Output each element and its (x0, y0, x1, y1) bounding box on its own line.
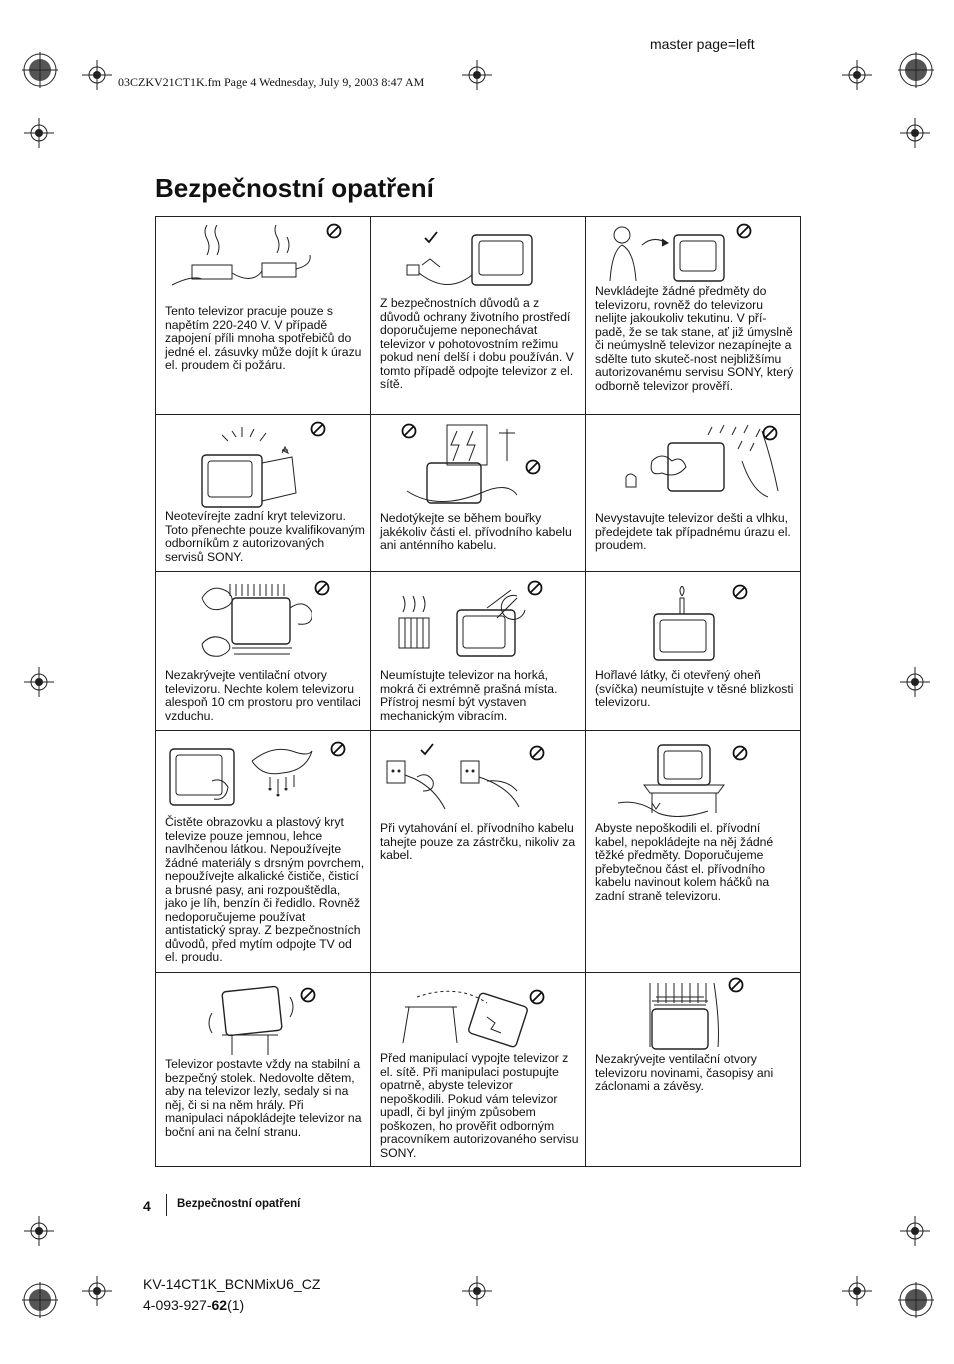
safety-text: Čistěte obrazovku a plastový kryt televize pouze jemnou, lehce navlhčenou látkou. Nepoužívejte žádné materiály s drsným povrchem, nepoužívejte alkalické čističe, čisticí a brusné pasy, ani rozpouštědla, jako je líh, benzín či ředidlo. Rovněž nedoporučujeme používat antistatický spray. Z bezpečnostních důvodů, před mytím odpojte TV od el. proudu. (165, 815, 365, 964)
objects-into-tv-illustration (592, 221, 794, 287)
safety-text: Neotevírejte zadní kryt televizoru. Toto přenechte pouze kvalifikovaným odborníkům z autorizovaných servisů SONY. (165, 509, 365, 564)
registration-mark-icon (20, 50, 60, 90)
checkmark-icon (423, 229, 439, 245)
page-title: Bezpečnostní opatření (155, 173, 434, 203)
checkmark-icon (419, 741, 435, 757)
crosshair-mark-icon (900, 118, 930, 148)
prohibited-icon (529, 745, 545, 761)
safety-cell (586, 217, 801, 415)
safety-text: Neumístujte televizor na horká, mokrá či extrémně prašná místa. Přístroj nesmí být vystaven mechanickým vibracím. (380, 668, 558, 723)
safety-text: Abyste nepoškodili el. přívodní kabel, nepokládejte na něj žádné těžké předměty. Doporučujeme přebytečnou část el. přívodního kabelu navinout kolem háčků na zadní straně televizoru. (595, 821, 774, 903)
heater-and-sun-illustration (377, 578, 579, 662)
prohibited-icon (525, 459, 541, 475)
safety-text: Nevystavujte televizor dešti a vlhku, předejdete tak případnému úrazu el. proudem. (595, 511, 791, 552)
crosshair-mark-icon (24, 1216, 54, 1246)
crosshair-mark-icon (900, 1216, 930, 1246)
prohibited-icon (732, 745, 748, 761)
safety-cell (156, 572, 371, 731)
safety-cell (371, 415, 586, 572)
crosshair-mark-icon (900, 667, 930, 697)
part-number (143, 1297, 244, 1313)
part-number-suffix: (1) (227, 1297, 245, 1313)
registration-mark-icon (20, 1280, 60, 1320)
footer-divider (166, 1194, 167, 1216)
safety-cell (586, 731, 801, 973)
safety-text: Hořlavé látky, či otevřený oheň (svíčka) neumístujte v těsné blizkosti televizoru. (595, 668, 794, 709)
crosshair-mark-icon (462, 1276, 492, 1306)
prohibited-icon (529, 989, 545, 1005)
file-info-line: 03CZKV21CT1K.fm Page 4 Wednesday, July 9, 2003 8:47 AM (118, 75, 425, 89)
prohibited-icon (762, 425, 778, 441)
safety-cell (586, 973, 801, 1167)
page-number: 4 (143, 1198, 151, 1214)
safety-text: Nezakrývejte ventilační otvory televizoru. Nechte kolem televizoru alespoň 10 cm prostoru pro ventilaci vzduchu. (165, 668, 361, 723)
crosshair-mark-icon (24, 667, 54, 697)
pull-plug-illustration (377, 741, 579, 817)
prohibited-icon (310, 421, 326, 437)
master-page-label: master page=left (650, 36, 755, 52)
prohibited-icon (728, 977, 744, 993)
safety-cell (586, 415, 801, 572)
candle-on-tv-illustration (592, 586, 794, 662)
safety-text: Televizor postavte vždy na stabilní a bezpečný stolek. Nedovolte dětem, aby na televizor lezly, sedaly si na něj, či si na něm hrály. Při manipulaci nápokládejte televizor na boční ani na čelní stranu. (165, 1057, 362, 1139)
part-number-prefix: 4-093-927- (143, 1297, 212, 1313)
newspapers-on-tv-illustration (592, 979, 794, 1051)
safety-text: Nevkládejte žádné předměty do televizoru, rovněž do televizoru nelijte jakoukoliv tekutinu. V pří-padě, že se tak stane, ať již úmyslně či neúmyslně televizor nezapínejte a sdělte tuto skuteč-nost nejbližšímu autorizovanému servisu SONY, který odborně televizor prověří. (595, 284, 794, 393)
safety-cell (156, 415, 371, 572)
safety-cell (586, 572, 801, 731)
covered-vents-illustration (162, 578, 364, 662)
safety-cell (371, 973, 586, 1167)
safety-cell (156, 731, 371, 973)
prohibited-icon (401, 423, 417, 439)
safety-text: Před manipulací vypojte televizor z el. sítě. Při manipulaci postupujte opatrně, abyste televizor nepoškodili. Pokud vám televizor upadl, či byl jiným způsobem poškozen, ho prověřit odborným pracovníkem autorizovaného servisu SONY. (380, 1051, 579, 1160)
safety-cell (371, 731, 586, 973)
prohibited-icon (527, 580, 543, 596)
prohibited-icon (330, 741, 346, 757)
crosshair-mark-icon (82, 1276, 112, 1306)
open-back-cover-illustration (162, 423, 364, 511)
prohibited-icon (732, 584, 748, 600)
unstable-stand-illustration (162, 983, 364, 1059)
safety-cell (371, 217, 586, 415)
registration-mark-icon (896, 1280, 936, 1320)
crosshair-mark-icon (462, 60, 492, 90)
crosshair-mark-icon (842, 60, 872, 90)
crosshair-mark-icon (82, 60, 112, 90)
power-cord-under-stand-illustration (592, 741, 794, 817)
prohibited-icon (326, 223, 342, 239)
safety-text: Z bezpečnostních důvodů a z důvodů ochrany životního prostředí doporučujeme neponechávat televizor v pohotovostním režimu pokud není delší i dobu používán. V tomto případě odpojte televizor z el. sítě. (380, 296, 574, 391)
safety-text: Nedotýkejte se během bouřky jakékoliv části el. přívodního kabelu ani anténního kabelu. (380, 511, 572, 552)
tv-unplugged-illustration (377, 225, 579, 295)
part-number-bold: 62 (211, 1297, 228, 1313)
prohibited-icon (314, 580, 330, 596)
crosshair-mark-icon (24, 118, 54, 148)
safety-text: Při vytahování el. přívodního kabelu tahejte pouze za zástrčku, nikoliv za kabel. (380, 821, 576, 862)
prohibited-icon (300, 987, 316, 1003)
safety-text: Tento televizor pracuje pouze s napětím 220-240 V. V případě zapojení příli mnoha spotřebičů do jedné el. zásuvky může dojít k úrazu el. proudem či požáru. (165, 304, 362, 372)
safety-cell (156, 217, 371, 415)
prohibited-icon (736, 223, 752, 239)
crosshair-mark-icon (842, 1276, 872, 1306)
safety-text: Nezakrývejte ventilační otvory televizoru novinami, časopisy ani záclonami a závěsy. (595, 1052, 774, 1093)
safety-cell (156, 973, 371, 1167)
safety-cell (371, 572, 586, 731)
model-code: KV-14CT1K_BCNMixU6_CZ (143, 1276, 321, 1292)
safety-grid (155, 216, 801, 1167)
footer-section-title: Bezpečnostní opatření (177, 1198, 301, 1210)
dropped-tv-illustration (377, 983, 579, 1049)
registration-mark-icon (896, 50, 936, 90)
